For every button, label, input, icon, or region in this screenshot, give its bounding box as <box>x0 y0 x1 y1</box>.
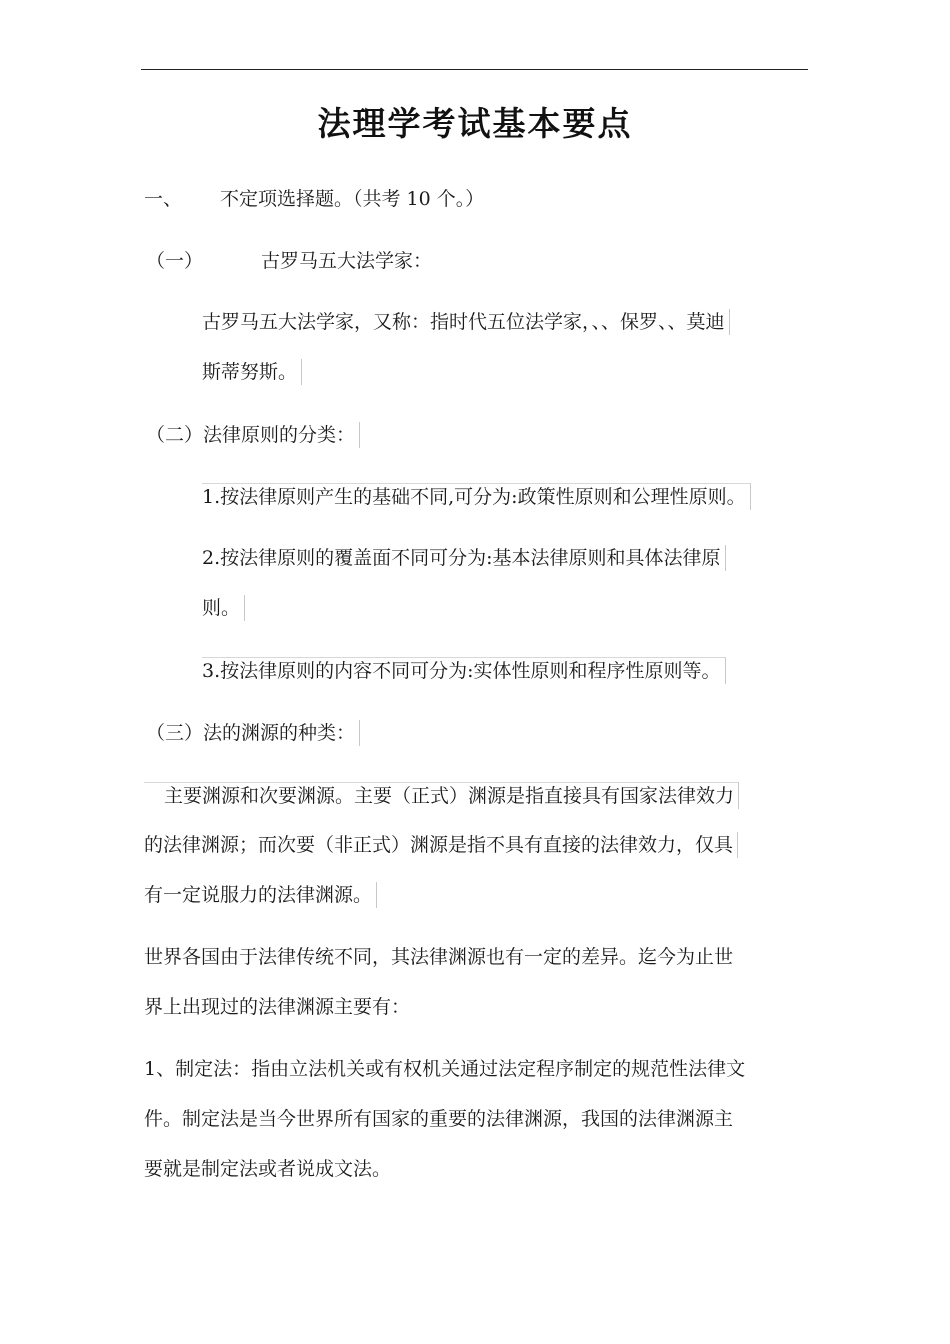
world-para-line-2: 界上出现过的法律渊源主要有： <box>144 996 411 1018</box>
section-1-number: 一、 <box>144 188 183 210</box>
section-1 <box>144 186 484 212</box>
document-title: 法理学考试基本要点 <box>317 104 633 143</box>
sources-para-line-3: 有一定说服力的法律渊源。 <box>144 882 377 908</box>
subsection-1-line-2: 斯蒂努斯。 <box>202 359 302 385</box>
principle-item-2-line-2: 则。 <box>202 595 245 621</box>
subsection-1-title: 古罗马五大法学家： <box>261 250 433 272</box>
principle-item-2-line-1: 2.按法律原则的覆盖面不同可分为:基本法律原则和具体法律原 <box>202 545 726 571</box>
sources-para-line-2: 的法律渊源；而次要（非正式）渊源是指不具有直接的法律效力，仅具 <box>144 832 738 858</box>
principle-item-1: 1.按法律原则产生的基础不同,可分为:政策性原则和公理性原则。 <box>202 483 751 510</box>
header-rule <box>141 69 808 70</box>
subsection-2-heading: （二）法律原则的分类： <box>146 422 360 448</box>
statute-para-line-2: 件。制定法是当今世界所有国家的重要的法律渊源，我国的法律渊源主 <box>144 1108 734 1130</box>
subsection-1-heading <box>146 248 432 274</box>
principle-item-3: 3.按法律原则的内容不同可分为:实体性原则和程序性原则等。 <box>202 657 726 684</box>
statute-para-line-3: 要就是制定法或者说成文法。 <box>144 1158 392 1180</box>
section-1-text: 不定项选择题。（共考 10 个。） <box>220 188 485 210</box>
statute-para-line-1: 1、制定法：指由立法机关或有权机关通过法定程序制定的规范性法律文 <box>144 1058 746 1080</box>
sources-para-line-1: 主要渊源和次要渊源。主要（正式）渊源是指直接具有国家法律效力 <box>144 782 739 809</box>
world-para-line-1: 世界各国由于法律传统不同，其法律渊源也有一定的差异。迄今为止世 <box>144 946 734 968</box>
subsection-3-heading: （三）法的渊源的种类： <box>146 720 360 746</box>
subsection-1-number: （一） <box>146 250 204 272</box>
subsection-1-line-1: 古罗马五大法学家，又称：指时代五位法学家，、、保罗、、莫迪 <box>202 309 730 335</box>
